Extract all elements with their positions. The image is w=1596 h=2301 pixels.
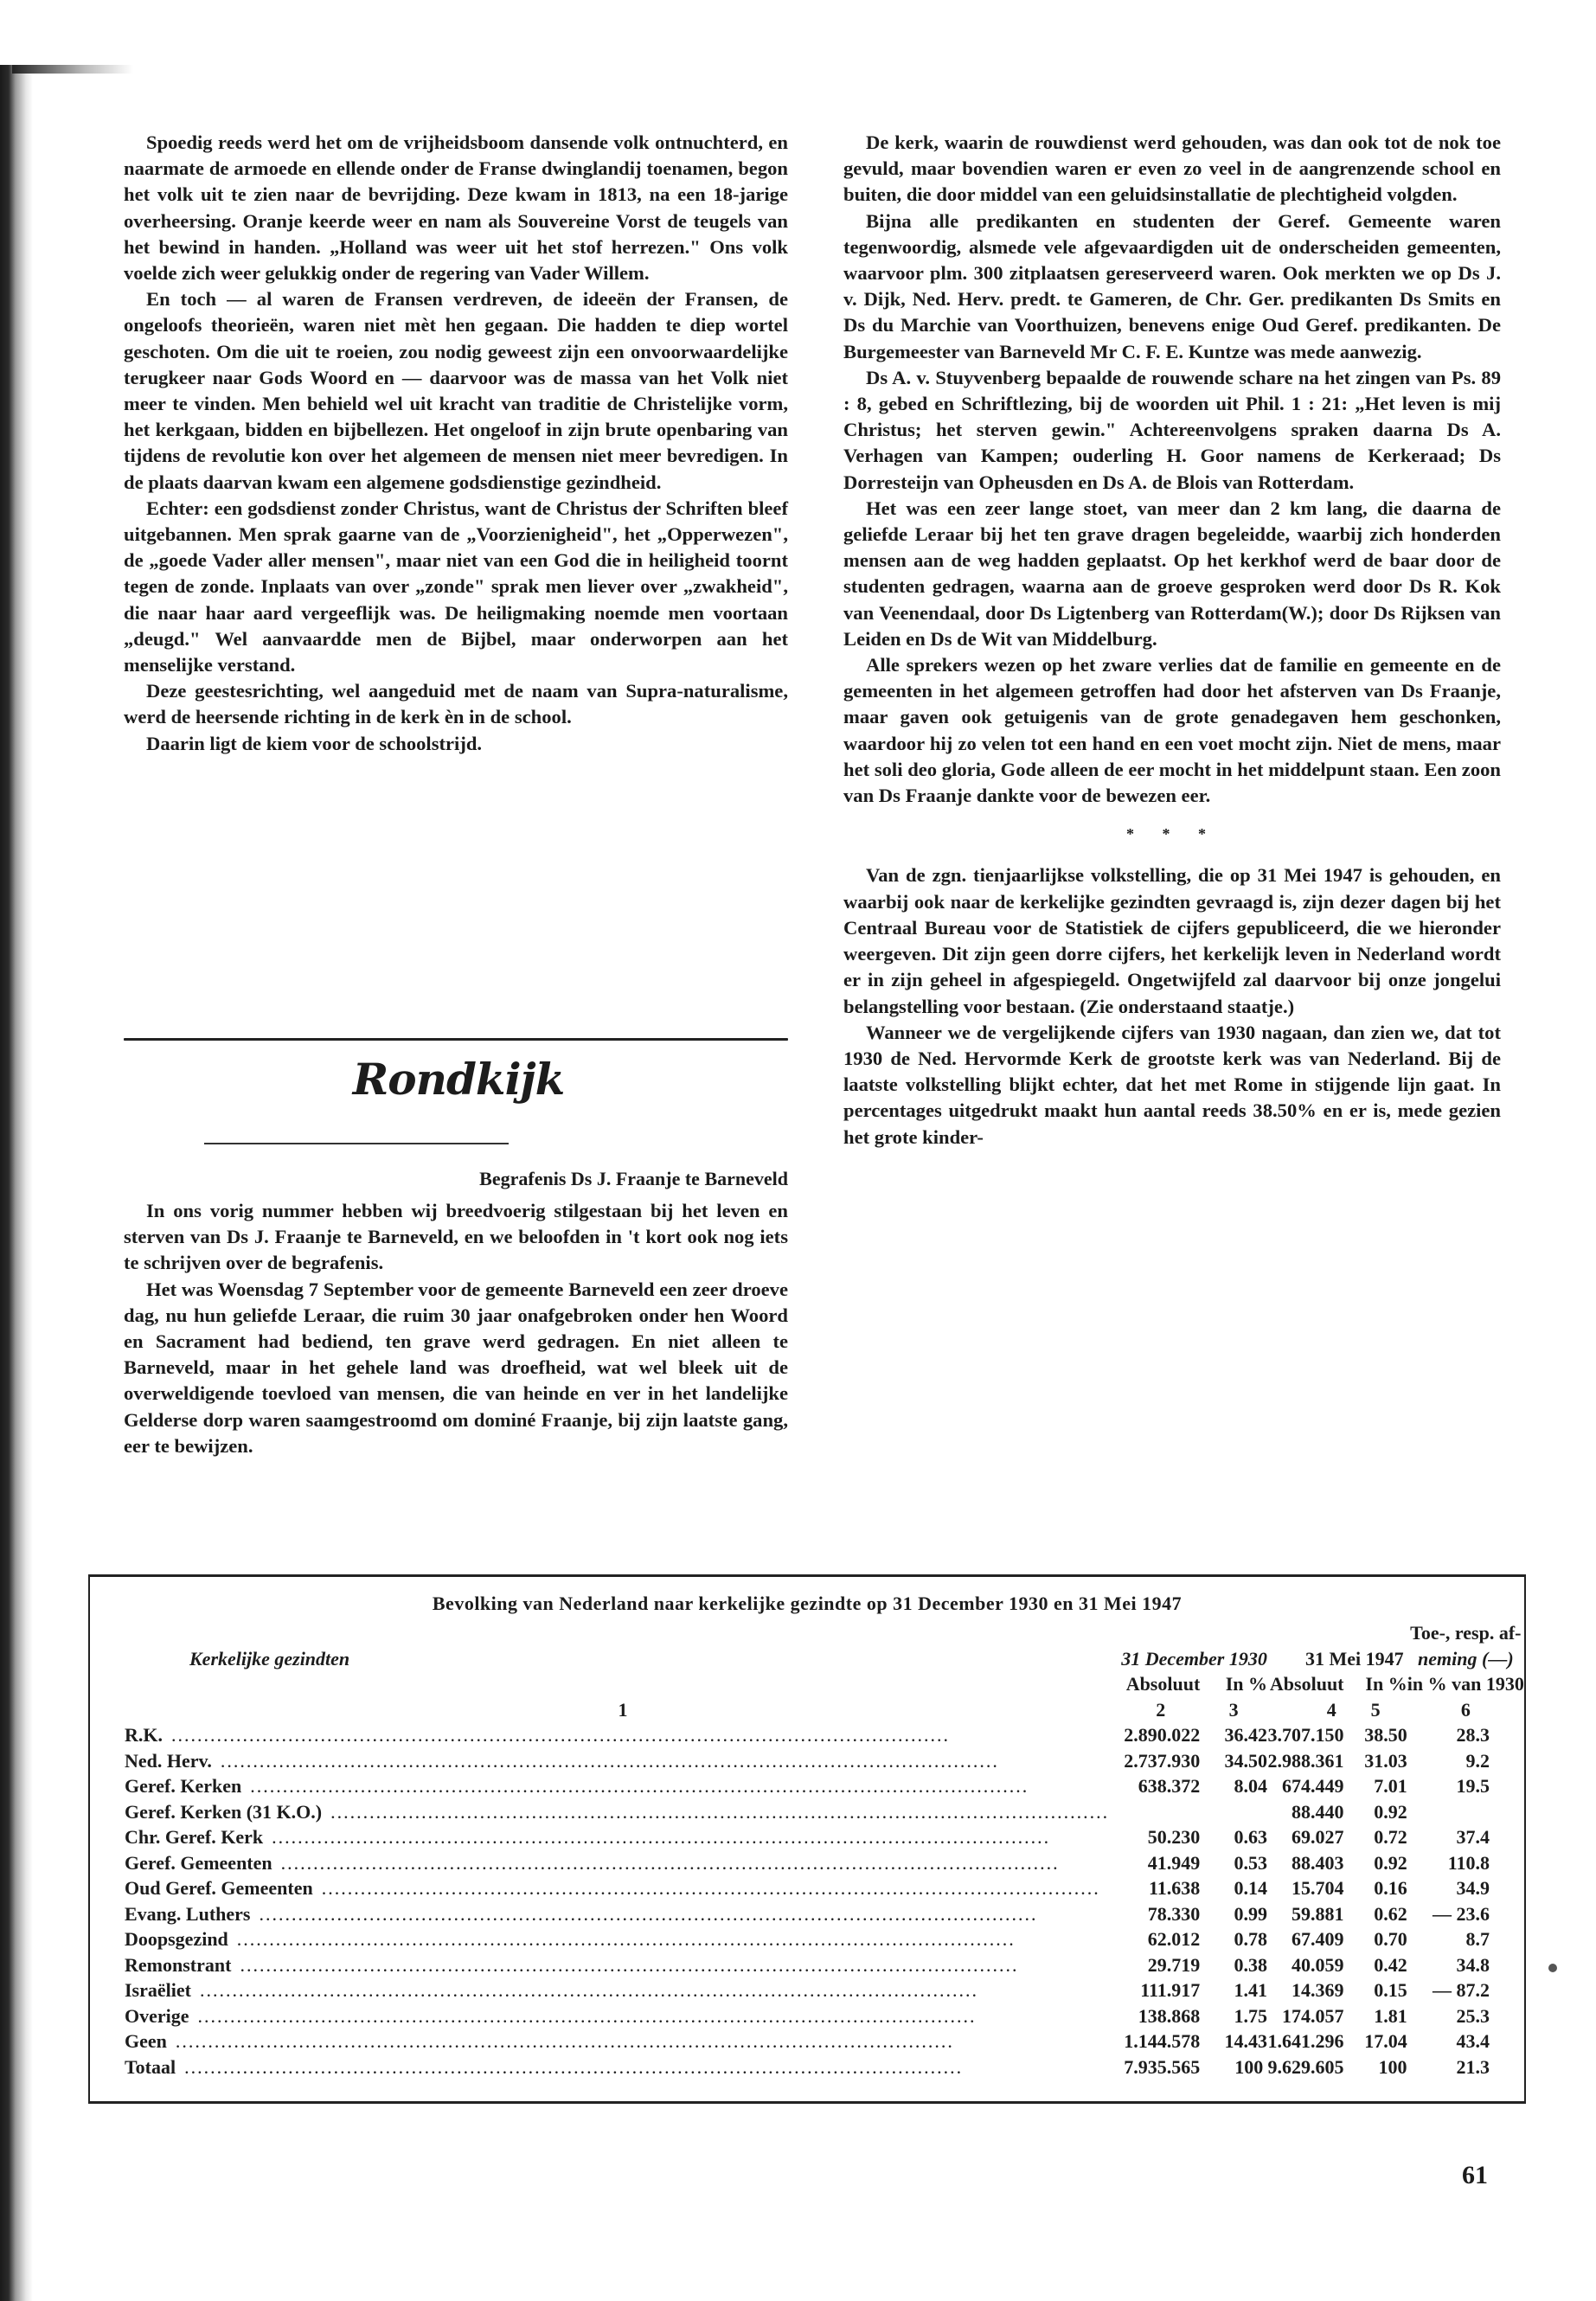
col-number: 1 <box>618 1698 628 1721</box>
abs-1947: 3.707.150 <box>1267 1724 1344 1746</box>
pct-1930: 8.04 <box>1234 1775 1268 1797</box>
table-header-row <box>125 1671 1524 1697</box>
abs-1947: 674.449 <box>1282 1775 1344 1797</box>
pct-1930: 34.50 <box>1224 1749 1268 1772</box>
leader-dots: ........................................................................................................................ <box>236 1928 1016 1950</box>
section-divider <box>124 1038 788 1041</box>
header-change-1: Toe-, resp. af- <box>1410 1622 1522 1644</box>
abs-1930: 62.012 <box>1147 1928 1201 1950</box>
table-row <box>125 1824 1524 1850</box>
abs-1930: 2.737.930 <box>1124 1749 1201 1772</box>
pct-1947: 7.01 <box>1374 1775 1407 1797</box>
table-header-row <box>125 1646 1524 1672</box>
leader-dots: ........................................................................................................................ <box>272 1826 1051 1848</box>
abs-1947: 88.403 <box>1292 1851 1344 1874</box>
article-heading: Begrafenis Ds J. Fraanje te Barneveld <box>479 1168 788 1189</box>
abs-1947: 174.057 <box>1282 2004 1344 2027</box>
abs-1930: 11.638 <box>1148 1877 1201 1899</box>
table-row <box>125 1926 1524 1952</box>
paragraph: Ds A. v. Stuyvenberg bepaalde de rouwende schare na het zingen van Ps. 89 : 8, gebed en Schriftlezing, bij de woorden uit Phil. 1 : 21: „Het leven is mij Christus; het sterven gewin." Achtereenvolgens spraken daarna Ds A. Verhagen van Kampen; ouderling H. Goor namens de Kerkeraad; Ds Dorresteijn van Opheusden en Ds A. de Blois van Rotterdam. <box>843 366 1501 493</box>
table-row <box>125 1952 1524 1978</box>
row-label <box>125 1875 1121 1901</box>
row-label <box>125 2029 1121 2054</box>
change-pct: 21.3 <box>1456 2055 1490 2078</box>
leader-dots: ........................................................................................................................ <box>250 1775 1029 1797</box>
pct-1947: 38.50 <box>1364 1724 1407 1746</box>
denomination-name: Geref. Kerken (31 K.O.) <box>125 1800 323 1823</box>
paragraph: Wanneer we de vergelijkende cijfers van 1930 nagaan, dan zien we, dat tot 1930 de Ned. Hervormde Kerk de grootste kerk was van Nederland. Bij de laatste volkstelling blijkt echter, dat het met Rome in stijgende lijn gaat. In percentages uitgedrukt maakt hun aantal reeds 38.50% en er is, mede gezien het grote kinder- <box>843 1021 1501 1148</box>
paragraph: Deze geestesrichting, wel aangeduid met de naam van Supra-naturalisme, werd de heersende richting in de kerk èn in de school. <box>124 680 788 728</box>
header-percent-1947: In % <box>1365 1673 1407 1695</box>
table-row <box>125 1799 1524 1825</box>
leader-dots: ........................................................................................................................ <box>259 1902 1038 1925</box>
abs-1930: 138.868 <box>1138 2004 1201 2027</box>
title-underline <box>204 1143 509 1144</box>
abs-1930: 2.890.022 <box>1124 1724 1201 1746</box>
print-speck <box>1548 1964 1557 1972</box>
right-column <box>843 130 1501 1150</box>
row-label <box>125 1722 1121 1748</box>
pct-1947: 0.92 <box>1374 1851 1407 1874</box>
table-row <box>125 1977 1524 2003</box>
paragraph: Het was een zeer lange stoet, van meer dan 2 km lang, die daarna de geliefde Leraar bij het ten grave dragen begeleidde, waarbij zich honderden mensen aan de weg hadden geplaatst. Op het kerkhof werd de baar door de studenten gedragen, waarna aan de groeve gesproken werd door Ds R. Kok van Veenendaal, door Ds Ligtenberg van Rotterdam(W.); door Ds Rijksen van Leiden en Ds de Wit van Middelburg. <box>843 497 1501 650</box>
abs-1930: 78.330 <box>1147 1902 1201 1925</box>
pct-1930: 0.78 <box>1234 1928 1268 1950</box>
abs-1947: 88.440 <box>1292 1800 1344 1823</box>
change-pct: — 23.6 <box>1433 1902 1490 1925</box>
section-separator: * * * <box>1126 825 1218 843</box>
left-column <box>124 130 788 757</box>
abs-1947: 69.027 <box>1292 1826 1344 1848</box>
row-label <box>125 1773 1121 1799</box>
col-number: 3 <box>1228 1698 1239 1721</box>
header-change-3: in % van 1930 <box>1407 1673 1524 1695</box>
pct-1947: 0.70 <box>1374 1928 1407 1950</box>
change-pct: 25.3 <box>1456 2004 1490 2027</box>
abs-1930: 41.949 <box>1147 1851 1201 1874</box>
pct-1930 <box>1200 1799 1267 1825</box>
leader-dots: ........................................................................................................................ <box>184 2055 964 2078</box>
table-row <box>125 2029 1524 2054</box>
pct-1930: 1.75 <box>1234 2004 1268 2027</box>
abs-1947: 67.409 <box>1292 1928 1344 1950</box>
denomination-name: Geen <box>125 2030 167 2052</box>
denomination-name: Chr. Geref. Kerk <box>125 1826 264 1848</box>
paragraph: Alle sprekers wezen op het zware verlies dat de familie en gemeente en de gemeenten in het algemeen getroffen had door het afsterven van Ds Fraanje, maar gaven ook getuigenis van de grote genadegaven hem geschonken, waardoor hij zo velen tot een hand en een voet mocht zijn. Niet de mens, maar het soli deo gloria, Gode alleen de eer mocht in het middelpunt staan. Een zoon van Ds Fraanje dankte voor de bewezen eer. <box>843 654 1501 807</box>
leader-dots: ........................................................................................................................ <box>330 1800 1110 1823</box>
denomination-name: Evang. Luthers <box>125 1902 251 1925</box>
denomination-name: Ned. Herv. <box>125 1749 212 1772</box>
row-label <box>125 1824 1121 1850</box>
denomination-name: Totaal <box>125 2055 176 2078</box>
table-column-numbers <box>125 1697 1524 1723</box>
row-label <box>125 1850 1121 1876</box>
change-pct: 34.9 <box>1456 1877 1490 1899</box>
statistics-table <box>125 1620 1524 2080</box>
table-row <box>125 2003 1524 2029</box>
col-number: 5 <box>1370 1698 1381 1721</box>
leader-dots: ........................................................................................................................ <box>171 1724 950 1746</box>
table-row <box>125 1748 1524 1774</box>
pct-1947: 0.92 <box>1374 1800 1407 1823</box>
pct-1947: 0.16 <box>1374 1877 1407 1899</box>
paragraph: De kerk, waarin de rouwdienst werd gehouden, was dan ook tot de nok toe gevuld, maar bovendien waren er even zo veel in de aangrenzende school en buiten, die door middel van een geluidsinstallatie de plechtigheid volgden. <box>843 131 1501 206</box>
col-number: 6 <box>1460 1698 1471 1721</box>
paragraph: Echter: een godsdienst zonder Christus, want de Christus der Schriften bleef uitgebannen. Men sprak gaarne van de „Voorzienigheid", het „Opperwezen", de „goede Vader aller mensen", maar niet van een God die in heiligheid toornt tegen de zonde. Inplaats van over „zonde" sprak men liever over „zwakheid", die naar haar aard vergeeflijk was. De heiligmaking noemde men voortaan „deugd." Wel aanvaardde men de Bijbel, maar onderworpen aan het menselijke verstand. <box>124 497 788 676</box>
change-pct: 110.8 <box>1447 1851 1490 1874</box>
paragraph: In ons vorig nummer hebben wij breedvoerig stilgestaan bij het leven en sterven van Ds J. Fraanje te Barneveld, en we beloofden in 't kort ook nog iets te schrijven over de begrafenis. <box>124 1200 788 1274</box>
change-pct: 34.8 <box>1456 1953 1490 1976</box>
pct-1947: 0.42 <box>1374 1953 1407 1976</box>
row-label <box>125 2054 1121 2080</box>
header-percent-1930: In % <box>1225 1673 1268 1695</box>
page-number: 61 <box>1462 2161 1488 2189</box>
statistics-table-box <box>88 1574 1526 2104</box>
row-label <box>125 1952 1121 1978</box>
header-denomination: Kerkelijke gezindten <box>189 1647 350 1670</box>
pct-1947: 0.15 <box>1374 1979 1407 2001</box>
section-title: Rondkijk <box>352 1054 565 1105</box>
abs-1947: 59.881 <box>1292 1902 1344 1925</box>
table-row <box>125 1722 1524 1748</box>
abs-1947: 1.641.296 <box>1267 2030 1344 2052</box>
pct-1947: 100 <box>1378 2055 1407 2078</box>
abs-1930: 638.372 <box>1138 1775 1201 1797</box>
row-label <box>125 1748 1121 1774</box>
change-pct: 37.4 <box>1456 1826 1490 1848</box>
abs-1930: 29.719 <box>1147 1953 1201 1976</box>
table-row <box>125 1901 1524 1927</box>
pct-1930: 14.43 <box>1224 2030 1268 2052</box>
denomination-name: Doopsgezind <box>125 1928 228 1950</box>
pct-1930: 100 <box>1234 2055 1264 2078</box>
pct-1930: 0.53 <box>1234 1851 1268 1874</box>
leader-dots: ........................................................................................................................ <box>220 1749 999 1772</box>
pct-1930: 0.99 <box>1234 1902 1268 1925</box>
col-number: 2 <box>1156 1698 1166 1721</box>
change-pct: 9.2 <box>1465 1749 1490 1772</box>
table-row <box>125 2054 1524 2080</box>
pct-1930: 0.38 <box>1234 1953 1268 1976</box>
table-row <box>125 1850 1524 1876</box>
denomination-name: Geref. Kerken <box>125 1775 242 1797</box>
denomination-name: R.K. <box>125 1724 163 1746</box>
page-binding-top <box>12 65 133 74</box>
abs-1947: 40.059 <box>1292 1953 1344 1976</box>
paragraph: Van de zgn. tienjaarlijkse volkstelling, die op 31 Mei 1947 is gehouden, en waarbij ook naar de kerkelijke gezindten gevraagd is, zijn dezer dagen bij het Centraal Bureau voor de Statistiek de cijfers gepubliceerd, die we hieronder weergeven. Dit zijn geen dorre cijfers, het kerkelijk leven in Nederland wordt er in zijn geheel in afgespiegeld. Ongetwijfeld zal daarvoor bij onze jongelui belangstelling voor bestaan. (Zie onderstaand staatje.) <box>843 864 1501 1017</box>
header-change-2: neming (—) <box>1418 1647 1514 1670</box>
change-pct: 19.5 <box>1456 1775 1490 1797</box>
abs-1930: 7.935.565 <box>1124 2055 1201 2078</box>
leader-dots: ........................................................................................................................ <box>175 2030 954 2052</box>
col-number: 4 <box>1326 1698 1336 1721</box>
page-binding-edge <box>0 65 33 2301</box>
abs-1930 <box>1121 1799 1200 1825</box>
change-pct: — 87.2 <box>1433 1979 1490 2001</box>
leader-dots: ........................................................................................................................ <box>199 1979 978 2001</box>
abs-1930: 111.917 <box>1140 1979 1201 2001</box>
denomination-name: Geref. Gemeenten <box>125 1851 272 1874</box>
paragraph: Het was Woensdag 7 September voor de gemeente Barneveld een zeer droeve dag, nu hun geliefde Leraar, die ruim 30 jaar onafgebroken onder hen Woord en Sacrament had bediend, ten grave werd gedragen. En niet alleen te Barneveld, maar in het gehele land was droefheid, wat wel bleek uit de overweldigende toevloed van mensen, die van heinde en ver in het landelijke Gelderse dorp waren saamgestroomd om dominé Fraanje, bij zijn laatste gang, eer te bewijzen. <box>124 1278 788 1457</box>
article-body <box>124 1198 788 1459</box>
abs-1930: 50.230 <box>1147 1826 1201 1848</box>
denomination-name: Remonstrant <box>125 1953 232 1976</box>
paragraph: En toch — al waren de Fransen verdreven, de ideeën der Fransen, de ongeloofs theorieën, waren niet mèt hen gegaan. Die hadden te diep wortel geschoten. Om die uit te roeien, zou nodig geweest zijn een onvoorwaardelijke terugkeer naar Gods Woord en — daarvoor was de massa van het Volk niet meer te vinden. Men behield wel uit kracht van traditie de Christelijke vorm, het kerkgaan, bidden en bijbellezen. Het ongeloof in zijn brute openbaring van tijdens de revolutie kon over het algemeen de mensen niet meer bevredigen. In de plaats daarvan kwam een algemene godsdienstige gezindheid. <box>124 288 788 493</box>
row-label <box>125 1901 1121 1927</box>
abs-1947: 14.369 <box>1292 1979 1344 2001</box>
header-absolute-1947: Absoluut <box>1269 1673 1344 1695</box>
change-pct: 8.7 <box>1465 1928 1490 1950</box>
row-label <box>125 1926 1121 1952</box>
table-row <box>125 1773 1524 1799</box>
pct-1930: 0.63 <box>1234 1826 1268 1848</box>
paragraph: Spoedig reeds werd het om de vrijheidsboom dansende volk ontnuchterd, en naarmate de armoede en ellende onder de Franse dwinglandij toenamen, begon het volk uit te zien naar de bevrijding. Deze kwam in 1813, na een 18-jarige overheersing. Oranje keerde weer en nam als Souvereine Vorst de teugels van het bewind in handen. „Holland was weer uit het stof herrezen." Ons volk voelde zich weer gelukkig onder de regering van Vader Willem. <box>124 131 788 285</box>
row-label <box>125 2003 1121 2029</box>
change-pct <box>1407 1799 1524 1825</box>
row-label <box>125 1799 1121 1825</box>
abs-1930: 1.144.578 <box>1124 2030 1201 2052</box>
denomination-name: Overige <box>125 2004 189 2027</box>
header-absolute-1930: Absoluut <box>1125 1673 1201 1695</box>
pct-1930: 1.41 <box>1234 1979 1268 2001</box>
table-header-row <box>125 1620 1524 1646</box>
leader-dots: ........................................................................................................................ <box>280 1851 1060 1874</box>
change-pct: 43.4 <box>1456 2030 1490 2052</box>
pct-1947: 0.72 <box>1374 1826 1407 1848</box>
pct-1947: 31.03 <box>1364 1749 1407 1772</box>
pct-1947: 17.04 <box>1364 2030 1407 2052</box>
denomination-name: Oud Geref. Gemeenten <box>125 1877 313 1899</box>
denomination-name: Israëliet <box>125 1979 191 2001</box>
paragraph: Bijna alle predikanten en studenten der Geref. Gemeente waren tegenwoordig, alsmede vele afgevaardigden uit de onderscheiden gemeenten, waarvoor plm. 300 zitplaatsen gereserveerd waren. Ook merkten we op Ds J. v. Dijk, Ned. Herv. predt. te Gameren, de Chr. Ger. predikanten Ds Smits en Ds du Marchie van Voorthuizen, benevens enige Oud Geref. predikanten. De Burgemeester van Barneveld Mr C. F. E. Kuntze was mede aanwezig. <box>843 209 1501 362</box>
leader-dots: ........................................................................................................................ <box>321 1877 1100 1899</box>
pct-1947: 0.62 <box>1374 1902 1407 1925</box>
pct-1930: 0.14 <box>1234 1877 1268 1899</box>
table-row <box>125 1875 1524 1901</box>
abs-1947: 9.629.605 <box>1267 2055 1344 2078</box>
abs-1947: 2.988.361 <box>1267 1749 1344 1772</box>
table-title: Bevolking van Nederland naar kerkelijke gezindte op 31 December 1930 en 31 Mei 1947 <box>432 1593 1183 1614</box>
row-label <box>125 1977 1121 2003</box>
pct-1930: 36.42 <box>1224 1724 1268 1746</box>
header-1930: 31 December 1930 <box>1121 1647 1267 1670</box>
paragraph: Daarin ligt de kiem voor de schoolstrijd. <box>146 732 483 754</box>
pct-1947: 1.81 <box>1374 2004 1407 2027</box>
leader-dots: ........................................................................................................................ <box>240 1953 1019 1976</box>
change-pct: 28.3 <box>1456 1724 1490 1746</box>
header-1947: 31 Mei 1947 <box>1305 1647 1404 1670</box>
leader-dots: ........................................................................................................................ <box>197 2004 977 2027</box>
abs-1947: 15.704 <box>1292 1877 1344 1899</box>
